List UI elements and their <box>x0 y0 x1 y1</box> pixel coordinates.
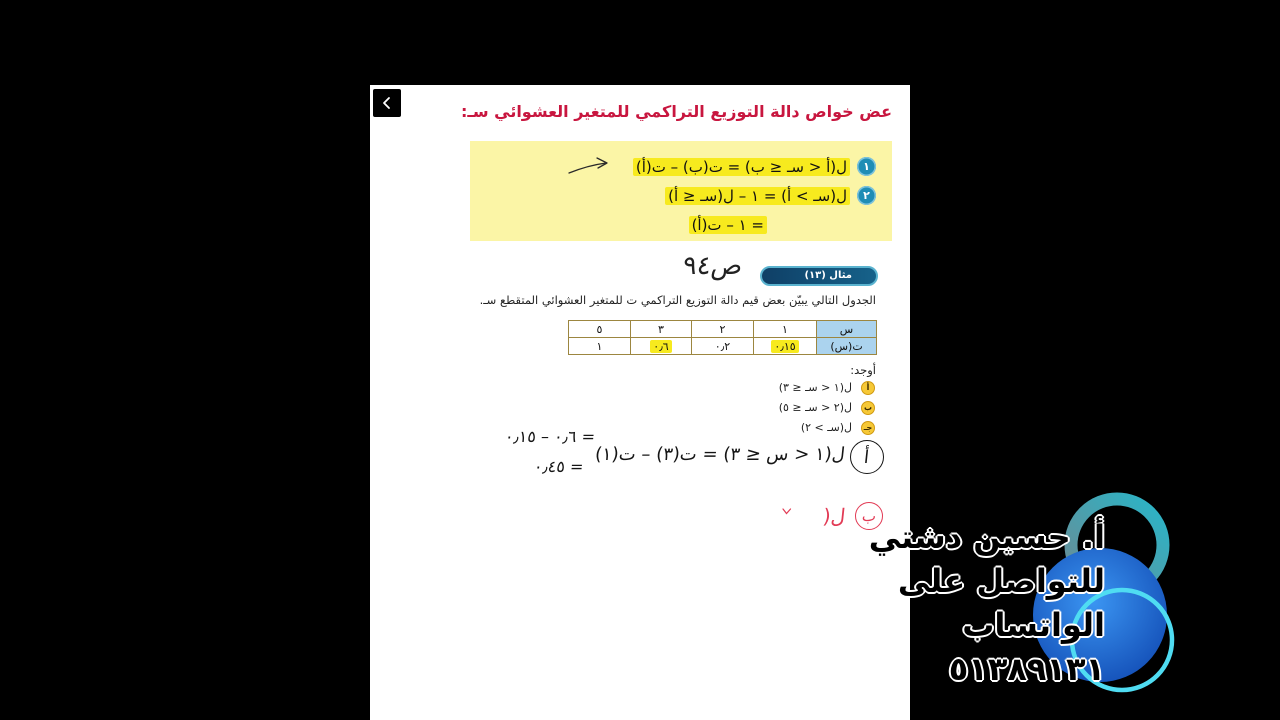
example-label: مثال (١٣) <box>804 270 852 281</box>
handwritten-label-text: أ <box>863 446 871 468</box>
table-cell <box>692 338 754 355</box>
hand-drawn-arrow-icon <box>565 153 615 179</box>
handwritten-step: ل(١ < س ≤ ٣) = ت(٣) – ت(١) <box>594 444 847 465</box>
property-number-badge: ١ <box>857 157 876 176</box>
table-cell-value: ١ <box>596 339 603 353</box>
table-cell <box>631 321 692 338</box>
back-button[interactable] <box>373 89 401 117</box>
table-cell-value: ٠٫١٥ <box>771 340 798 353</box>
handwritten-tick-mark-icon <box>782 508 792 516</box>
watermark-text <box>825 515 1105 691</box>
distribution-table <box>568 320 877 355</box>
properties-box <box>470 141 892 241</box>
handwritten-circled-label <box>850 440 884 474</box>
example-intro-text: الجدول التالي يبيّن بعض قيم دالة التوزيع التراكمي ت للمتغير العشوائي المتقطع سـ. <box>479 293 876 307</box>
find-label: أوجد: <box>850 363 876 377</box>
table-cell-value: ١ <box>782 322 788 336</box>
handwritten-result: = ٠٫٤٥ <box>532 457 585 476</box>
property-formula-text: ل(أ < سـ ≤ ب) = ت(ب) – ت(أ) <box>633 158 850 176</box>
watermark-contact-label: للتواصل على <box>897 562 1105 600</box>
watermark-author: أ. حسين دشتي <box>868 518 1105 556</box>
property-number-badge: ٢ <box>857 186 876 205</box>
watermark-phone-number: ٥١٣٨٩١٣١ <box>948 650 1105 688</box>
table-cell <box>754 321 817 338</box>
handwritten-page-ref: ص٩٤ <box>681 251 744 281</box>
table-cell <box>631 338 692 355</box>
question-item <box>370 419 910 437</box>
question-text: ل(٢ < سـ ≤ ٥) <box>778 401 852 414</box>
handwritten-values: = ٠٫٦ – ٠٫١٥ <box>504 427 597 446</box>
property-formula <box>633 156 850 178</box>
table-row-header: ت(س) <box>817 338 877 355</box>
question-text: ل(١ < سـ ≤ ٣) <box>778 381 852 394</box>
property-formula-continuation <box>689 214 767 236</box>
property-formula-text: = ١ – ت(أ) <box>689 216 767 234</box>
watermark-app-name: الواتساب <box>962 606 1105 644</box>
table-cell-value: ٢ <box>719 322 726 336</box>
table-cell <box>569 338 631 355</box>
chevron-left-icon <box>379 95 395 111</box>
question-letter-badge: أ <box>861 381 875 395</box>
table-cell-value: ٥ <box>596 322 603 336</box>
question-text: ل(سـ > ٢) <box>800 421 852 434</box>
question-item <box>370 399 910 417</box>
question-letter-badge: ب <box>861 401 875 415</box>
table-cell <box>754 338 817 355</box>
table-cell-value: ٠٫٢ <box>714 339 731 353</box>
example-heading-bar <box>760 266 878 286</box>
table-cell-value: ٣ <box>658 322 664 336</box>
table-cell <box>692 321 754 338</box>
table-row <box>569 338 877 355</box>
handwritten-start: ل( <box>821 504 847 528</box>
property-formula-text: ل(سـ > أ) = ١ – ل(سـ ≤ أ) <box>665 187 850 205</box>
table-cell-value: ٠٫٦ <box>650 340 671 353</box>
table-row <box>569 321 877 338</box>
question-item <box>370 379 910 397</box>
table-cell <box>569 321 631 338</box>
handwritten-label-text: ب <box>860 507 878 525</box>
property-formula <box>665 185 850 207</box>
question-letter-badge: جـ <box>861 421 875 435</box>
page-title: عض خواص دالة التوزيع التراكمي للمتغير العشوائي سـ: <box>460 102 892 121</box>
table-row-header: س <box>817 321 877 338</box>
